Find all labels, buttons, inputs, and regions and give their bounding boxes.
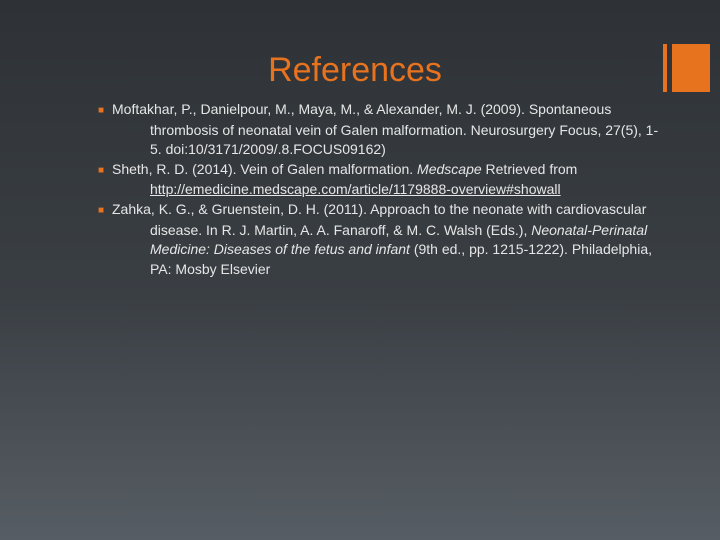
slide-title: References [268, 51, 442, 89]
reference-item-1 [84, 100, 664, 160]
accent-bar-thin [663, 44, 667, 92]
reference-text: Zahka, K. G., & Gruenstein, D. H. (2011). Approach to the neonate with cardiovascular disease. In R. J. Martin, A. A. Fanaroff, & M. C. Walsh (Eds.), [112, 200, 647, 238]
square-bullet-icon: ■ [98, 204, 105, 216]
accent-bar-thick [672, 44, 710, 92]
reference-link[interactable]: http://emedicine.medscape.com/article/1179888-overview#showall [150, 181, 561, 198]
reference-item-3 [84, 200, 664, 279]
reference-list [84, 100, 664, 279]
reference-text: (9th ed., pp. 1215-1222). Philadelphia, PA: Mosby Elsevier [150, 241, 652, 277]
reference-item-2 [84, 160, 664, 200]
square-bullet-icon: ■ [98, 164, 105, 176]
reference-text: Sheth, R. D. (2014). Vein of Galen malformation. [112, 160, 418, 177]
reference-italic-title: Neonatal-Perinatal Medicine: Diseases of the fetus and infant [150, 221, 648, 258]
square-bullet-icon: ■ [98, 105, 105, 116]
reference-text: Retrieved from [481, 160, 578, 177]
reference-text: Moftakhar, P., Danielpour, M., Maya, M., & Alexander, M. J. (2009). Spontaneous thrombosis of neonatal vein of Galen malformation. Neurosurgery Focus, 27(5), 1-5. doi:10/3171/2009/.8.FOCUS09162) [112, 101, 659, 158]
reference-italic-title: Medscape [417, 160, 482, 177]
